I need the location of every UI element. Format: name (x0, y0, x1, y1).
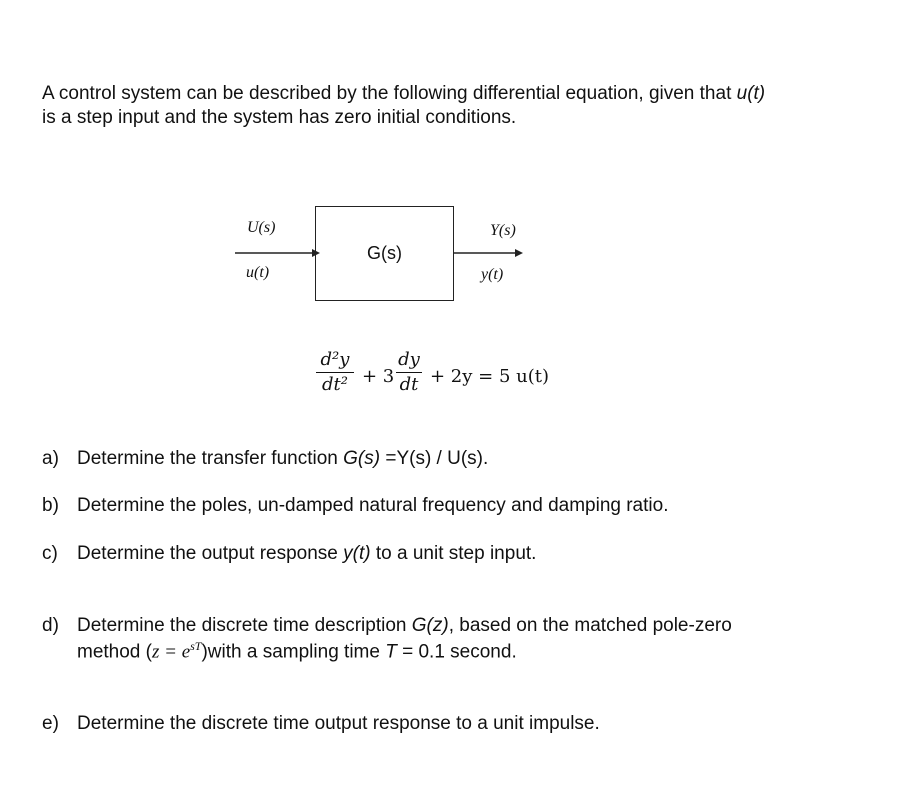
input-signal-s: U(s) (247, 219, 276, 236)
question-text: Determine the poles, un-damped natural frequency and damping ratio. (77, 495, 669, 516)
fraction-bar (396, 372, 422, 373)
intro-variable: u(t) (736, 83, 766, 104)
fraction-denominator: dt² (322, 374, 348, 395)
question-d (42, 615, 732, 637)
question-d-line-2 (77, 639, 517, 663)
first-derivative-fraction (396, 349, 422, 396)
output-arrowhead (515, 249, 523, 257)
equation-remainder: + 2y = 5 u(t) (430, 366, 549, 387)
second-derivative-fraction (316, 349, 354, 396)
fraction-numerator: d²y (320, 349, 350, 370)
question-variable: G(s) (343, 448, 381, 469)
sampling-variable: T (385, 641, 397, 663)
question-letter: a) (42, 448, 59, 469)
method-label: method ( (77, 641, 152, 663)
question-text-end: =Y(s) / U(s). (380, 448, 489, 469)
question-text: Determine the discrete time description (77, 615, 412, 636)
fraction-denominator: dt (399, 374, 419, 395)
question-a (42, 448, 488, 470)
transfer-function-block (315, 206, 454, 301)
question-text-mid: , based on the matched pole-zero (448, 615, 732, 636)
question-text: Determine the output response (77, 543, 344, 564)
fraction-numerator: dy (398, 349, 420, 370)
question-variable: y(t) (343, 543, 371, 564)
question-letter: d) (42, 615, 59, 636)
question-variable: G(z) (411, 615, 449, 636)
question-c (42, 543, 536, 565)
block-label: G(s) (367, 243, 402, 263)
question-letter: c) (42, 543, 58, 564)
intro-text: A control system can be described by the following differential equation, given that (42, 83, 737, 104)
equation-operator: + 3 (362, 366, 395, 387)
matched-formula: z = e (151, 641, 191, 663)
intro-line-2: is a step input and the system has zero initial conditions. (42, 107, 517, 128)
input-signal-t: u(t) (246, 264, 270, 281)
question-e (42, 713, 600, 735)
intro-line-1 (42, 82, 765, 106)
question-letter: e) (42, 713, 59, 734)
output-signal-t: y(t) (481, 266, 504, 283)
formula-exponent: sT (190, 639, 202, 653)
question-text: Determine the transfer function (77, 448, 344, 469)
sampling-text: )with a sampling time (201, 641, 386, 663)
question-letter: b) (42, 495, 59, 516)
question-text: Determine the discrete time output response to a unit impulse. (77, 713, 600, 734)
fraction-bar (316, 372, 354, 373)
output-signal-s: Y(s) (490, 222, 516, 239)
question-b (42, 495, 668, 517)
question-text-end: to a unit step input. (370, 543, 537, 564)
sampling-value: = 0.1 second. (396, 641, 517, 663)
